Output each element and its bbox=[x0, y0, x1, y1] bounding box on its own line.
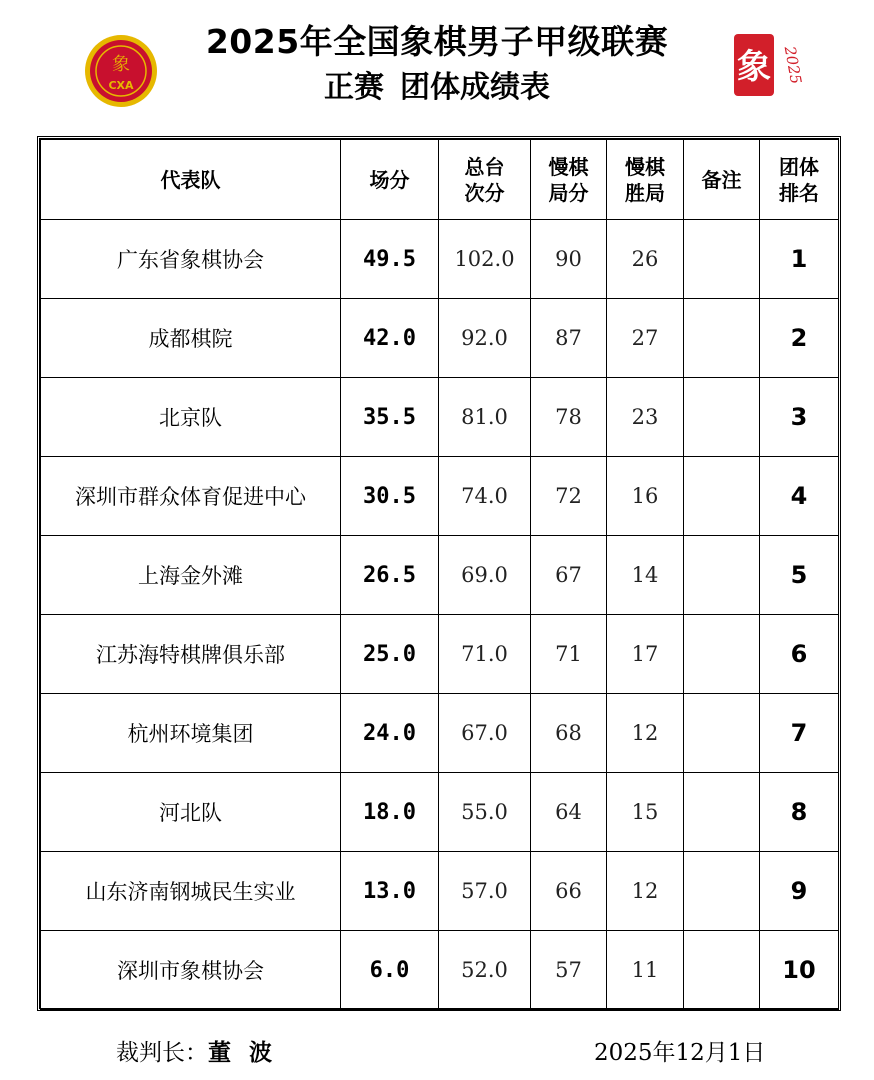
cell-slow-game-points: 57 bbox=[531, 931, 607, 1010]
cell-total-board-points: 92.0 bbox=[439, 299, 531, 378]
cell-team-rank: 7 bbox=[760, 694, 839, 773]
cell-total-board-points: 102.0 bbox=[439, 220, 531, 299]
header-line: 次分 bbox=[464, 180, 505, 205]
cell-team-name: 江苏海特棋牌俱乐部 bbox=[41, 615, 341, 694]
cell-slow-game-points: 78 bbox=[531, 378, 607, 457]
cell-slow-game-points: 66 bbox=[531, 852, 607, 931]
table-header-row bbox=[41, 140, 839, 220]
results-table-frame bbox=[37, 136, 841, 1011]
header-line: 胜局 bbox=[625, 180, 665, 205]
referee-signature bbox=[116, 1034, 290, 1067]
cell-team-rank: 9 bbox=[760, 852, 839, 931]
table-row bbox=[41, 694, 839, 773]
cell-match-points: 26.5 bbox=[341, 536, 439, 615]
table-row bbox=[41, 378, 839, 457]
cell-note bbox=[684, 615, 760, 694]
cell-match-points: 18.0 bbox=[341, 773, 439, 852]
header-col-slow-game-wins bbox=[607, 140, 684, 220]
cell-slow-game-wins: 11 bbox=[607, 931, 684, 1010]
cell-team-rank: 10 bbox=[760, 931, 839, 1010]
cell-match-points: 13.0 bbox=[341, 852, 439, 931]
header-line: 慢棋 bbox=[625, 154, 665, 179]
header-line: 备注 bbox=[701, 167, 742, 192]
cell-team-name: 山东济南钢城民生实业 bbox=[41, 852, 341, 931]
table-row bbox=[41, 615, 839, 694]
cell-slow-game-points: 72 bbox=[531, 457, 607, 536]
cell-total-board-points: 57.0 bbox=[439, 852, 531, 931]
subtitle-table-name: 团体成绩表 bbox=[400, 70, 550, 105]
cell-team-name: 北京队 bbox=[41, 378, 341, 457]
cell-match-points: 24.0 bbox=[341, 694, 439, 773]
seal-stamp-icon bbox=[728, 30, 806, 102]
table-row bbox=[41, 457, 839, 536]
cell-slow-game-wins: 15 bbox=[607, 773, 684, 852]
cell-team-name: 深圳市象棋协会 bbox=[41, 931, 341, 1010]
cell-team-rank: 5 bbox=[760, 536, 839, 615]
cell-team-rank: 8 bbox=[760, 773, 839, 852]
cell-match-points: 35.5 bbox=[341, 378, 439, 457]
cell-slow-game-points: 64 bbox=[531, 773, 607, 852]
header-col-match-points bbox=[341, 140, 439, 220]
header-line: 代表队 bbox=[160, 167, 221, 192]
table-row bbox=[41, 299, 839, 378]
cell-note bbox=[684, 457, 760, 536]
header-line: 场分 bbox=[369, 167, 410, 192]
table-row bbox=[41, 536, 839, 615]
header-line: 总台 bbox=[464, 154, 505, 179]
header-col-slow-game-points bbox=[531, 140, 607, 220]
referee-name: 董波 bbox=[208, 1039, 290, 1066]
cell-slow-game-wins: 16 bbox=[607, 457, 684, 536]
cell-slow-game-points: 68 bbox=[531, 694, 607, 773]
cell-note bbox=[684, 378, 760, 457]
header-col-team-rank bbox=[760, 140, 839, 220]
cell-slow-game-points: 90 bbox=[531, 220, 607, 299]
svg-text:CXA: CXA bbox=[108, 79, 134, 92]
cell-note bbox=[684, 536, 760, 615]
svg-text:象: 象 bbox=[737, 47, 771, 87]
cell-team-name: 上海金外滩 bbox=[41, 536, 341, 615]
cell-match-points: 42.0 bbox=[341, 299, 439, 378]
cell-match-points: 30.5 bbox=[341, 457, 439, 536]
cell-total-board-points: 69.0 bbox=[439, 536, 531, 615]
svg-text:象: 象 bbox=[112, 54, 130, 75]
subtitle-stage: 正赛 bbox=[324, 70, 384, 105]
cell-team-name: 河北队 bbox=[41, 773, 341, 852]
cell-total-board-points: 55.0 bbox=[439, 773, 531, 852]
header-line: 团体 bbox=[779, 154, 819, 179]
table-row bbox=[41, 931, 839, 1010]
referee-label: 裁判长： bbox=[116, 1040, 208, 1066]
cell-team-name: 成都棋院 bbox=[41, 299, 341, 378]
header-col-note bbox=[684, 140, 760, 220]
cell-note bbox=[684, 299, 760, 378]
cell-slow-game-points: 71 bbox=[531, 615, 607, 694]
cell-note bbox=[684, 852, 760, 931]
header-line: 局分 bbox=[548, 180, 589, 205]
cell-match-points: 49.5 bbox=[341, 220, 439, 299]
cell-slow-game-wins: 14 bbox=[607, 536, 684, 615]
document-header bbox=[0, 0, 874, 130]
cell-total-board-points: 74.0 bbox=[439, 457, 531, 536]
cell-match-points: 25.0 bbox=[341, 615, 439, 694]
cell-team-rank: 6 bbox=[760, 615, 839, 694]
cell-note bbox=[684, 694, 760, 773]
header-col-total-board-points bbox=[439, 140, 531, 220]
document-date: 2025年12月1日 bbox=[594, 1040, 766, 1066]
cell-team-name: 杭州环境集团 bbox=[41, 694, 341, 773]
table-row bbox=[41, 773, 839, 852]
cell-match-points: 6.0 bbox=[341, 931, 439, 1010]
cell-slow-game-wins: 12 bbox=[607, 852, 684, 931]
cell-slow-game-points: 67 bbox=[531, 536, 607, 615]
cell-total-board-points: 71.0 bbox=[439, 615, 531, 694]
header-line: 慢棋 bbox=[548, 154, 589, 179]
cell-slow-game-wins: 23 bbox=[607, 378, 684, 457]
cell-slow-game-points: 87 bbox=[531, 299, 607, 378]
cell-team-rank: 4 bbox=[760, 457, 839, 536]
header-col-team bbox=[41, 140, 341, 220]
cell-team-rank: 1 bbox=[760, 220, 839, 299]
cell-team-name: 广东省象棋协会 bbox=[41, 220, 341, 299]
cell-note bbox=[684, 220, 760, 299]
svg-text:2025: 2025 bbox=[780, 44, 806, 86]
table-row bbox=[41, 220, 839, 299]
cell-team-name: 深圳市群众体育促进中心 bbox=[41, 457, 341, 536]
cell-note bbox=[684, 931, 760, 1010]
cell-slow-game-wins: 26 bbox=[607, 220, 684, 299]
cell-total-board-points: 67.0 bbox=[439, 694, 531, 773]
cell-total-board-points: 52.0 bbox=[439, 931, 531, 1010]
cell-team-rank: 3 bbox=[760, 378, 839, 457]
cell-slow-game-wins: 12 bbox=[607, 694, 684, 773]
results-table bbox=[40, 139, 839, 1010]
cell-slow-game-wins: 27 bbox=[607, 299, 684, 378]
header-line: 排名 bbox=[779, 180, 819, 205]
page-title: 2025年全国象棋男子甲级联赛 bbox=[205, 22, 669, 61]
table-row bbox=[41, 852, 839, 931]
cell-team-rank: 2 bbox=[760, 299, 839, 378]
cell-note bbox=[684, 773, 760, 852]
cell-slow-game-wins: 17 bbox=[607, 615, 684, 694]
cell-total-board-points: 81.0 bbox=[439, 378, 531, 457]
